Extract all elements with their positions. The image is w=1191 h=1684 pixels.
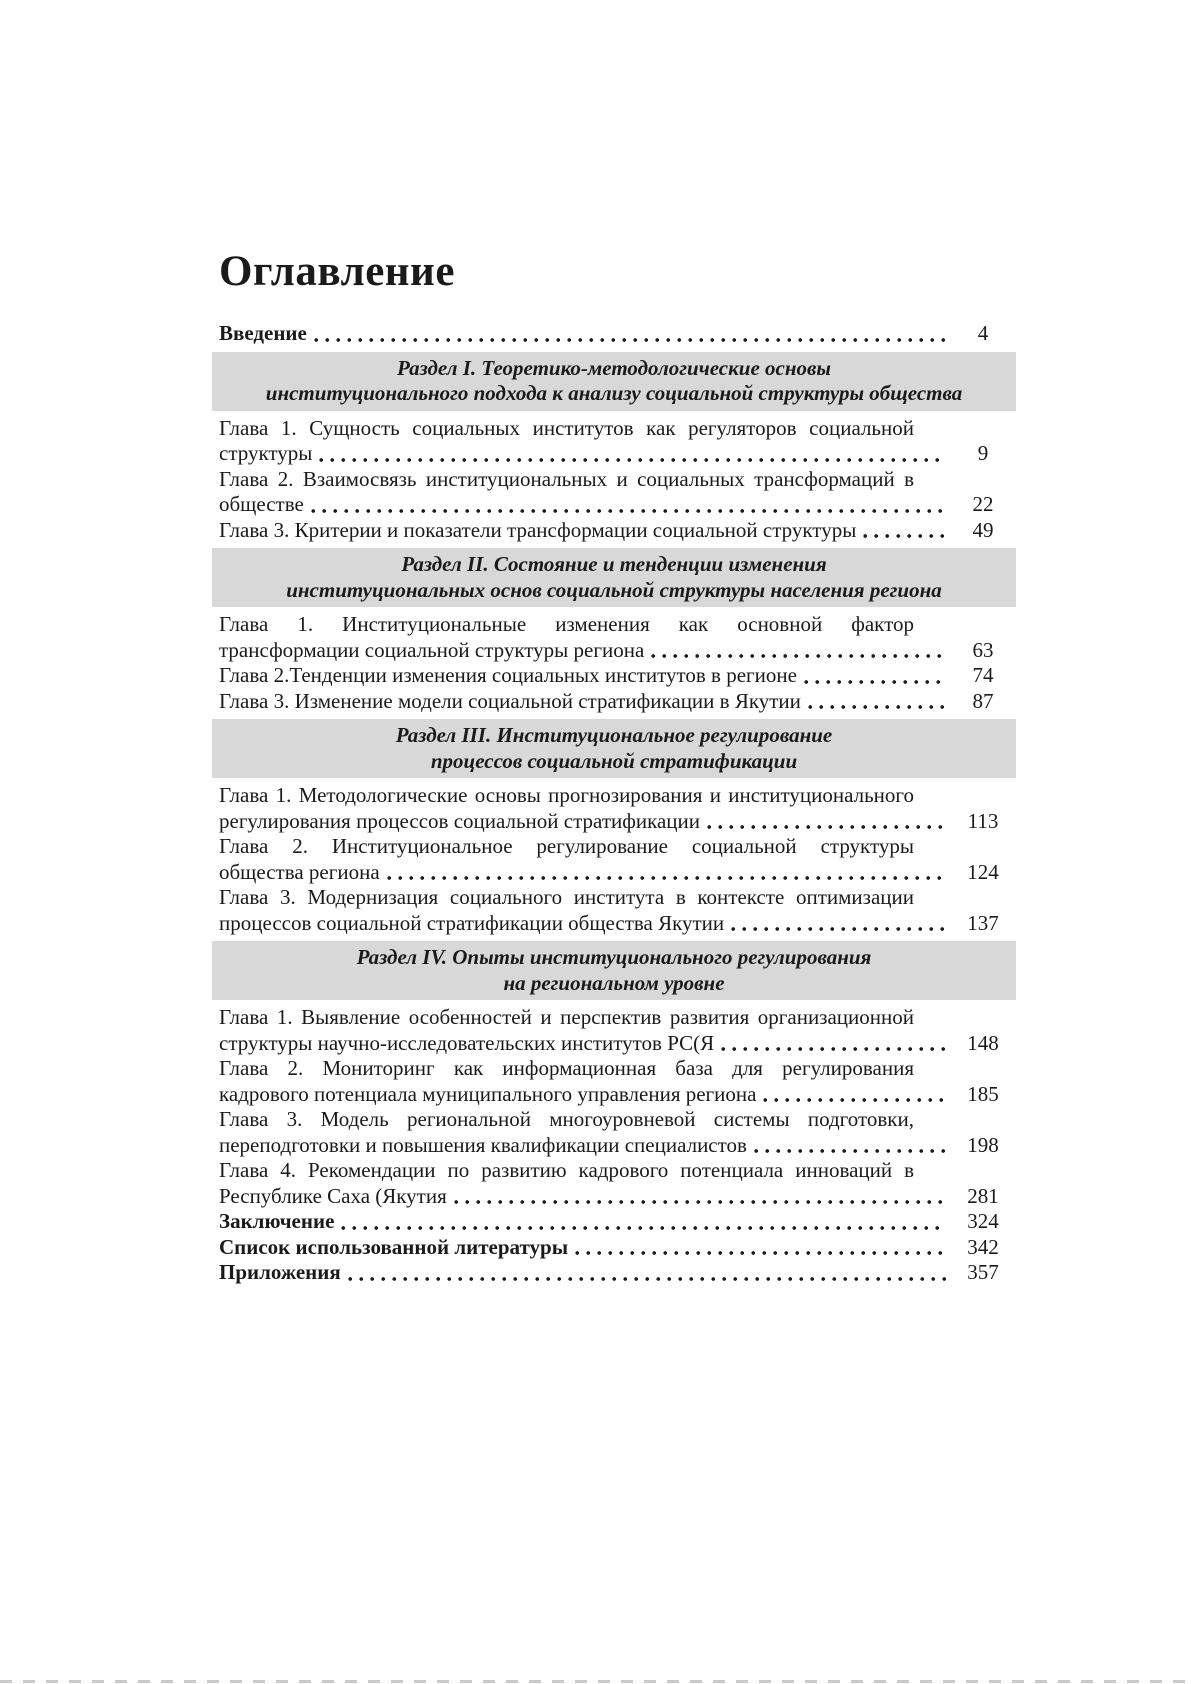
toc-entry-text-line: Глава 3. Модернизация социального института в контексте оптимизации — [219, 885, 914, 909]
toc-entry-text: Приложения — [219, 1260, 341, 1284]
toc-entry — [212, 1107, 1016, 1158]
toc-entry — [212, 1260, 1016, 1286]
toc-entry-text: структуры научно-исследовательских институтов РС(Я — [219, 1030, 715, 1055]
dot-leader — [754, 1148, 946, 1154]
dot-leader — [311, 508, 946, 514]
toc-entry — [212, 612, 1016, 663]
toc-entry-text-line: Глава 1. Сущность социальных институтов как регуляторов социальной — [219, 415, 914, 440]
section-band-line: Раздел III. Институциональное регулирование — [395, 723, 833, 747]
toc-entry-page-number: 281 — [967, 1183, 999, 1208]
dot-leader — [731, 926, 946, 932]
toc-entry-text: процессов социальной стратификации общества Якутии — [219, 910, 725, 935]
toc-entry-text: Глава 2.Тенденции изменения социальных институтов в регионе — [219, 663, 797, 687]
toc-entry — [212, 1005, 1016, 1056]
dot-leader — [651, 653, 946, 659]
dot-leader — [763, 1097, 946, 1103]
toc-entry — [212, 416, 1016, 467]
toc-entry-last-line — [219, 1235, 1016, 1261]
dot-leader — [319, 457, 946, 463]
toc-entry-last-line — [219, 809, 1016, 835]
toc-entry-text-line: Глава 1. Институциональные изменения как основной фактор — [219, 612, 914, 636]
dot-leader — [808, 704, 946, 710]
toc-entry-text: Список использованной литературы — [219, 1234, 569, 1259]
toc-entry-page-number: 342 — [967, 1234, 999, 1259]
toc-entry — [212, 663, 1016, 689]
page-title: Оглавление — [219, 248, 455, 295]
toc-entry-last-line — [219, 638, 1016, 664]
toc-entry-text: кадрового потенциала муниципального управления региона — [219, 1081, 757, 1106]
toc-entry-text: Глава 3. Изменение модели социальной стратификации в Якутии — [219, 688, 801, 713]
toc-entry — [212, 321, 1016, 347]
toc-entry-last-line — [219, 1260, 1016, 1286]
toc-entry-text-line: Глава 2. Институциональное регулирование социальной структуры — [219, 834, 914, 858]
toc-entry-text: Республике Саха (Якутия — [219, 1183, 447, 1208]
toc-entry-page-number: 113 — [967, 808, 999, 833]
toc-entry-text: Глава 3. Критерии и показатели трансформации социальной структуры — [219, 517, 857, 542]
dot-leader — [454, 1199, 946, 1205]
dot-leader — [314, 337, 946, 343]
section-band — [212, 352, 1016, 411]
toc-entry-page-number: 198 — [967, 1132, 999, 1157]
toc-entry — [212, 1209, 1016, 1235]
section-band-line: Раздел II. Состояние и тенденции изменения — [401, 552, 827, 576]
toc-entry-text: Введение — [219, 321, 307, 345]
section-band-line: на региональном уровне — [503, 970, 725, 995]
toc-entry-page-number: 49 — [972, 517, 994, 542]
toc-entry-text-line: Глава 2. Взаимосвязь институциональных и социальных трансформаций в — [219, 466, 914, 491]
toc-entry-text: Заключение — [219, 1209, 335, 1233]
section-band-line: институционального подхода к анализу социальной структуры общества — [265, 381, 963, 405]
section-band-line: процессов социальной стратификации — [430, 748, 798, 773]
dot-leader — [348, 1276, 946, 1282]
toc-entry-text: переподготовки и повышения квалификации специалистов — [219, 1132, 747, 1157]
toc-entry-last-line — [219, 860, 1016, 886]
toc-entry-page-number: 4 — [977, 321, 989, 345]
toc-entry-text-line: Глава 1. Выявление особенностей и перспектив развития организационной — [219, 1005, 914, 1029]
toc-entry-last-line — [219, 1133, 1016, 1159]
toc-entry-page-number: 87 — [972, 688, 994, 713]
toc-entry-text-line: Глава 3. Модель региональной многоуровневой системы подготовки, — [219, 1107, 914, 1131]
dot-leader — [387, 875, 946, 881]
dot-leader — [341, 1225, 946, 1231]
toc-entry-last-line — [219, 1184, 1016, 1210]
section-band-line: Раздел I. Теоретико-методологические основы — [397, 355, 831, 380]
toc-entry-text: трансформации социальной структуры региона — [219, 637, 645, 662]
toc-entry — [212, 783, 1016, 834]
toc-entry-page-number: 324 — [967, 1209, 999, 1233]
toc-entry-page-number: 124 — [967, 859, 999, 884]
section-band — [212, 719, 1016, 778]
toc-entry-last-line — [219, 321, 1016, 347]
toc-entry-text: структуры — [219, 441, 313, 465]
page-bottom-edge-dashes — [0, 1680, 1191, 1683]
section-band-line: институциональных основ социальной структуры населения региона — [286, 577, 942, 602]
toc-entry-page-number: 63 — [972, 637, 994, 662]
toc-entry-text: регулирования процессов социальной стратификации — [219, 808, 701, 833]
toc-entry-last-line — [219, 518, 1016, 544]
toc-entry-last-line — [219, 911, 1016, 937]
toc-content — [212, 248, 1016, 1286]
toc-entry-page-number: 22 — [972, 492, 994, 516]
toc-entry-text: обществе — [219, 492, 304, 516]
toc-entry-last-line — [219, 492, 1016, 518]
toc-entry-page-number: 74 — [972, 663, 994, 687]
toc-entry-page-number: 137 — [967, 910, 999, 935]
toc-entry — [212, 518, 1016, 544]
toc-entry-page-number: 357 — [967, 1260, 999, 1284]
dot-leader — [721, 1046, 946, 1052]
toc-entry-last-line — [219, 1209, 1016, 1235]
section-band-line: Раздел IV. Опыты институционального регулирования — [356, 945, 872, 969]
dot-leader — [707, 824, 946, 830]
toc-entry-last-line — [219, 1031, 1016, 1057]
toc-entry — [212, 1056, 1016, 1107]
toc-entry-page-number: 185 — [967, 1081, 999, 1106]
toc-entry-last-line — [219, 1082, 1016, 1108]
toc-list — [212, 321, 1016, 1286]
toc-entry — [212, 467, 1016, 518]
section-band — [212, 941, 1016, 1000]
section-band — [212, 548, 1016, 607]
dot-leader — [804, 679, 946, 685]
toc-entry — [212, 1158, 1016, 1209]
dot-leader — [575, 1250, 946, 1256]
toc-entry-text: общества региона — [219, 859, 380, 884]
toc-entry-last-line — [219, 663, 1016, 689]
toc-entry-text-line: Глава 2. Мониторинг как информационная база для регулирования — [219, 1056, 914, 1080]
toc-entry — [212, 885, 1016, 936]
toc-entry — [212, 1235, 1016, 1261]
toc-entry-last-line — [219, 689, 1016, 715]
toc-entry-last-line — [219, 441, 1016, 467]
toc-entry-text-line: Глава 4. Рекомендации по развитию кадрового потенциала инноваций в — [219, 1158, 914, 1182]
dot-leader — [863, 533, 946, 539]
toc-entry-text-line: Глава 1. Методологические основы прогнозирования и институционального — [219, 783, 914, 807]
toc-entry-page-number: 9 — [977, 441, 989, 465]
toc-entry-page-number: 148 — [967, 1030, 999, 1055]
toc-entry — [212, 834, 1016, 885]
toc-entry — [212, 689, 1016, 715]
